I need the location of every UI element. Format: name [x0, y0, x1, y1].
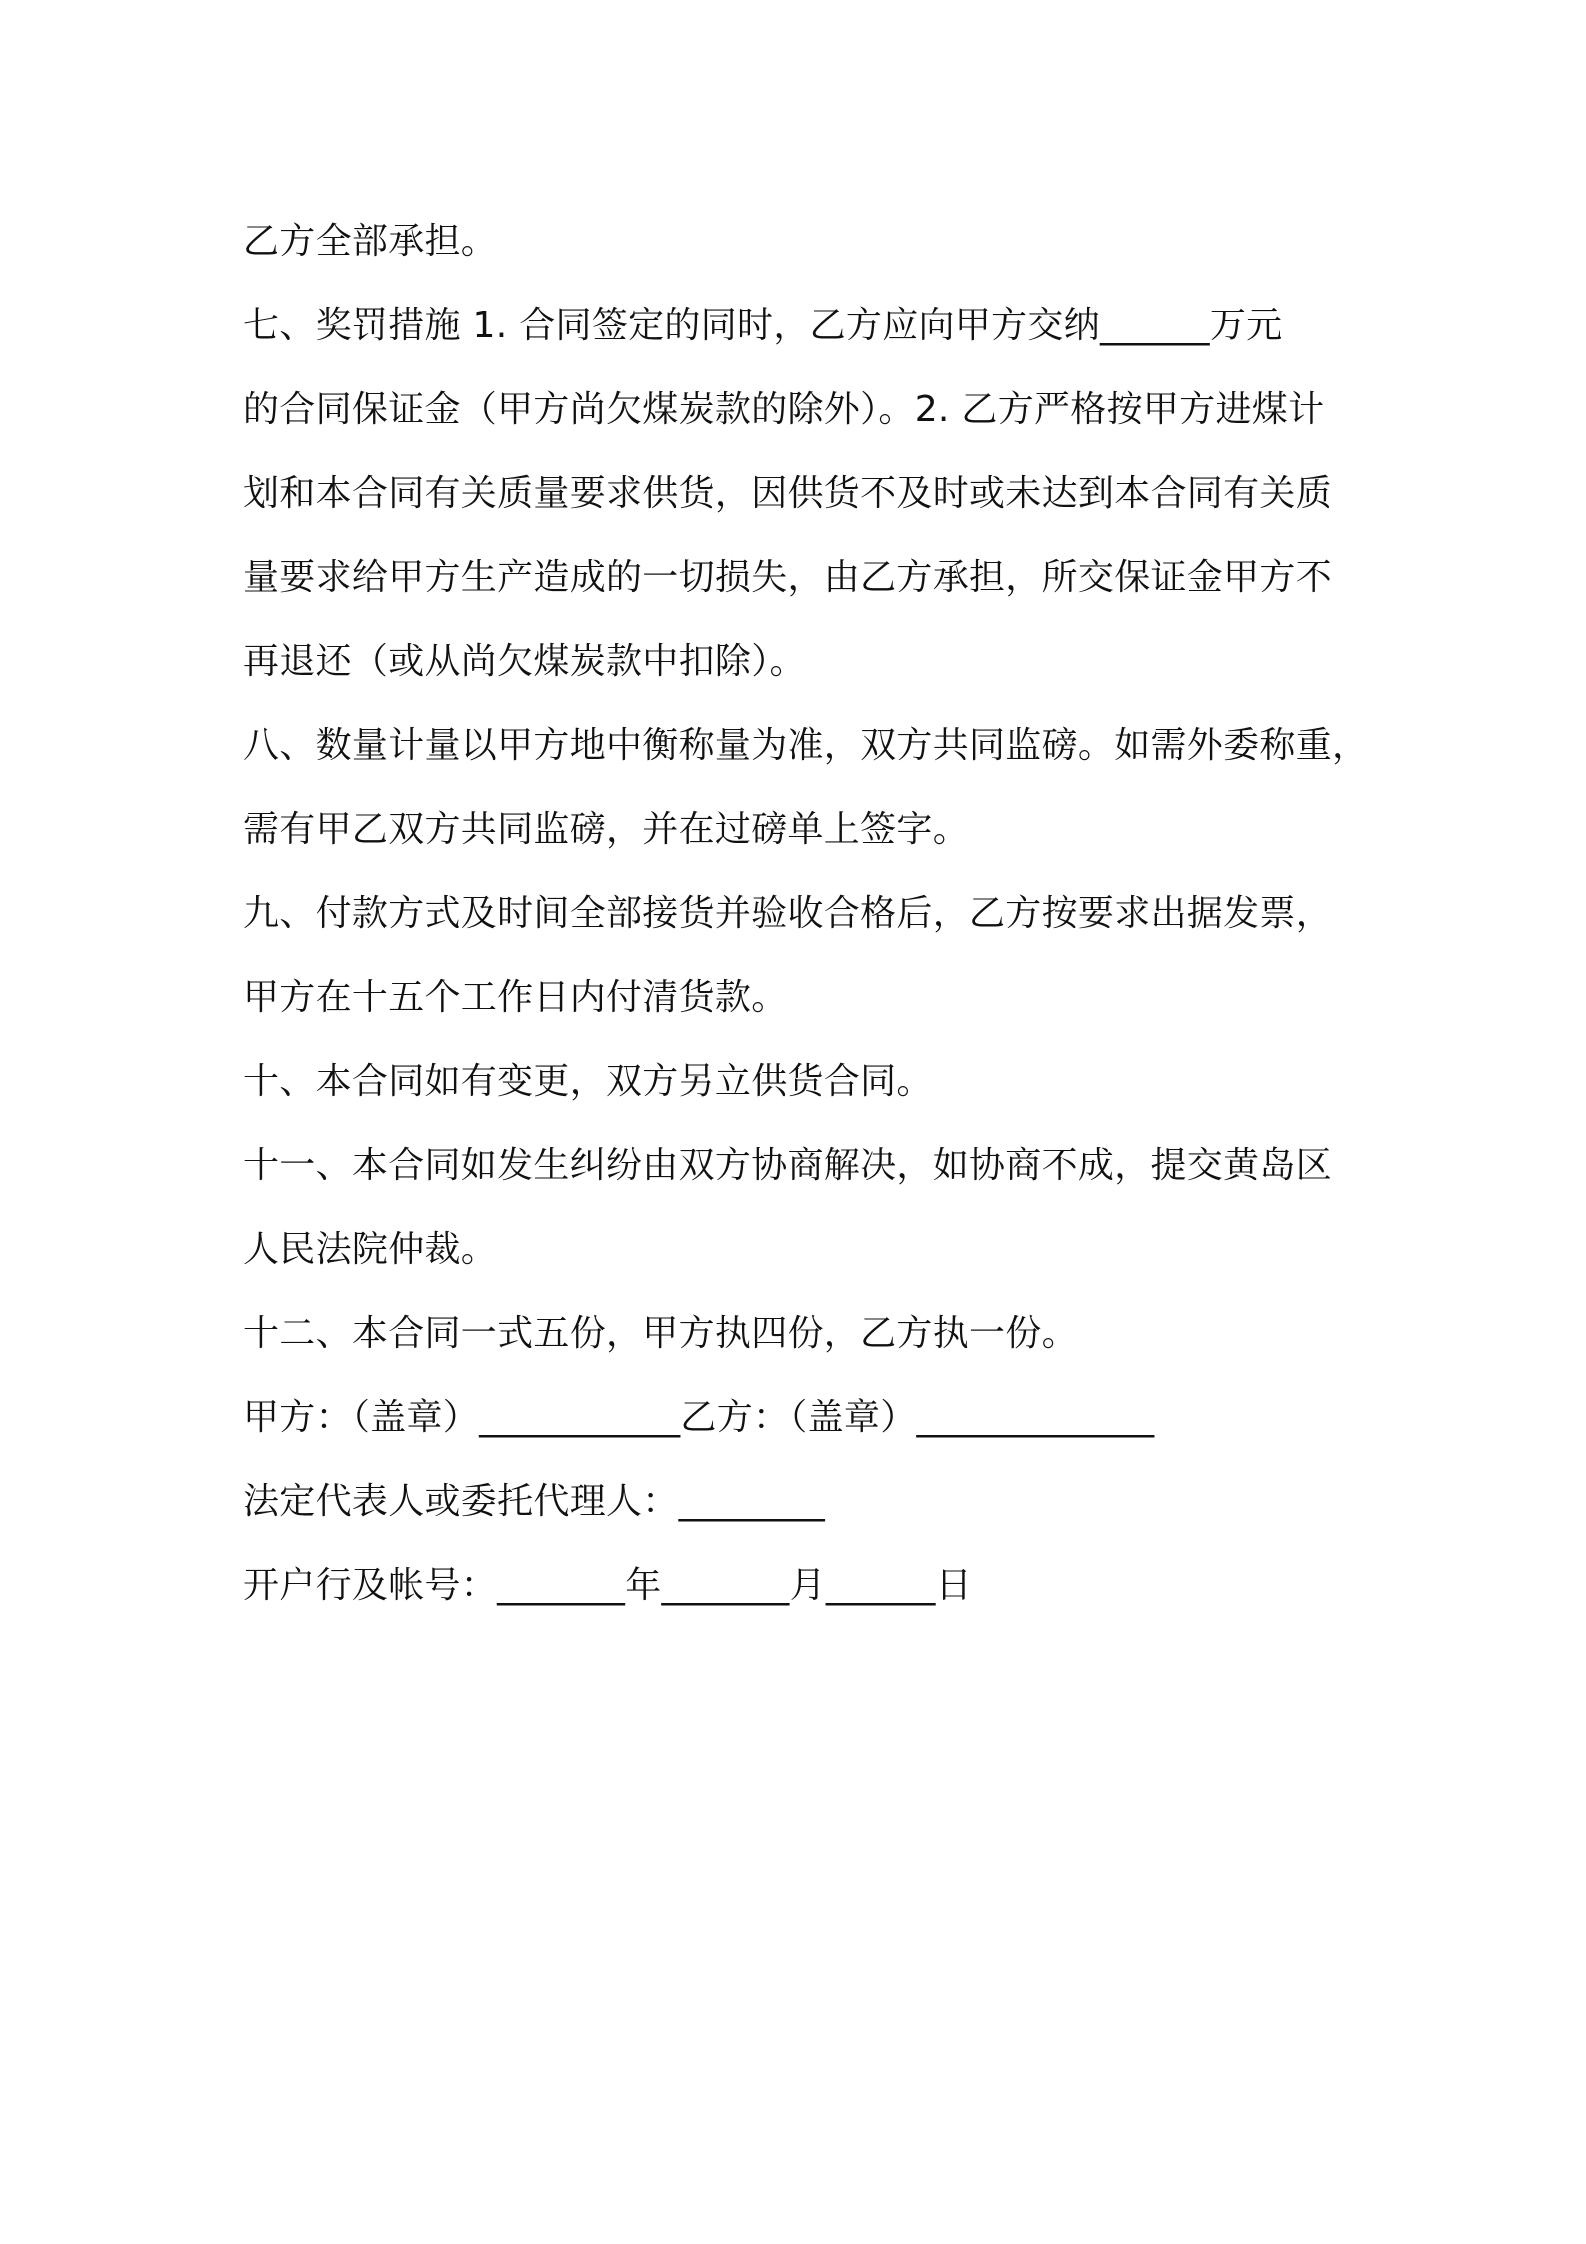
text-line: 的合同保证金（甲方尚欠煤炭款的除外）。2. 乙方严格按甲方进煤计	[243, 389, 1325, 430]
text-line: 乙方全部承担。	[243, 221, 498, 262]
bank-account-date-line: 开户行及帐号：_______年_______月______日	[243, 1565, 972, 1606]
text-line: 七、奖罚措施 1. 合同签定的同时，乙方应向甲方交纳______万元	[243, 305, 1283, 346]
paragraph-clause-9	[243, 872, 1358, 1040]
text-line: 再退还（或从尚欠煤炭款中扣除）。	[243, 641, 806, 682]
paragraph-clause-12	[243, 1292, 1358, 1376]
text-line: 十一、本合同如发生纠纷由双方协商解决，如协商不成，提交黄岛区	[243, 1145, 1333, 1186]
paragraph-clause-10	[243, 1040, 1358, 1124]
paragraph-clause-11	[243, 1124, 1358, 1292]
text-line: 划和本合同有关质量要求供货，因供货不及时或未达到本合同有关质	[243, 473, 1333, 514]
text-line: 量要求给甲方生产造成的一切损失，由乙方承担，所交保证金甲方不	[243, 557, 1333, 598]
paragraph-clause-7	[243, 284, 1358, 704]
paragraph-clause-6-tail	[243, 200, 1358, 284]
text-line: 需有甲乙双方共同监磅，并在过磅单上签字。	[243, 809, 970, 850]
signature-block	[243, 1376, 1358, 1628]
paragraph-clause-8	[243, 704, 1369, 872]
text-line: 十二、本合同一式五份，甲方执四份，乙方执一份。	[243, 1313, 1078, 1354]
contract-body	[243, 200, 1369, 1628]
party-seal-line: 甲方：（盖章）___________乙方：（盖章）_____________	[243, 1397, 1155, 1438]
text-line: 九、付款方式及时间全部接货并验收合格后，乙方按要求出据发票，	[243, 893, 1333, 934]
representative-line: 法定代表人或委托代理人：________	[243, 1481, 825, 1522]
text-line: 甲方在十五个工作日内付清货款。	[243, 977, 788, 1018]
text-line: 十、本合同如有变更，双方另立供货合同。	[243, 1061, 933, 1102]
text-line: 人民法院仲裁。	[243, 1229, 498, 1270]
text-line: 八、数量计量以甲方地中衡称量为准，双方共同监磅。如需外委称重，	[243, 725, 1369, 766]
